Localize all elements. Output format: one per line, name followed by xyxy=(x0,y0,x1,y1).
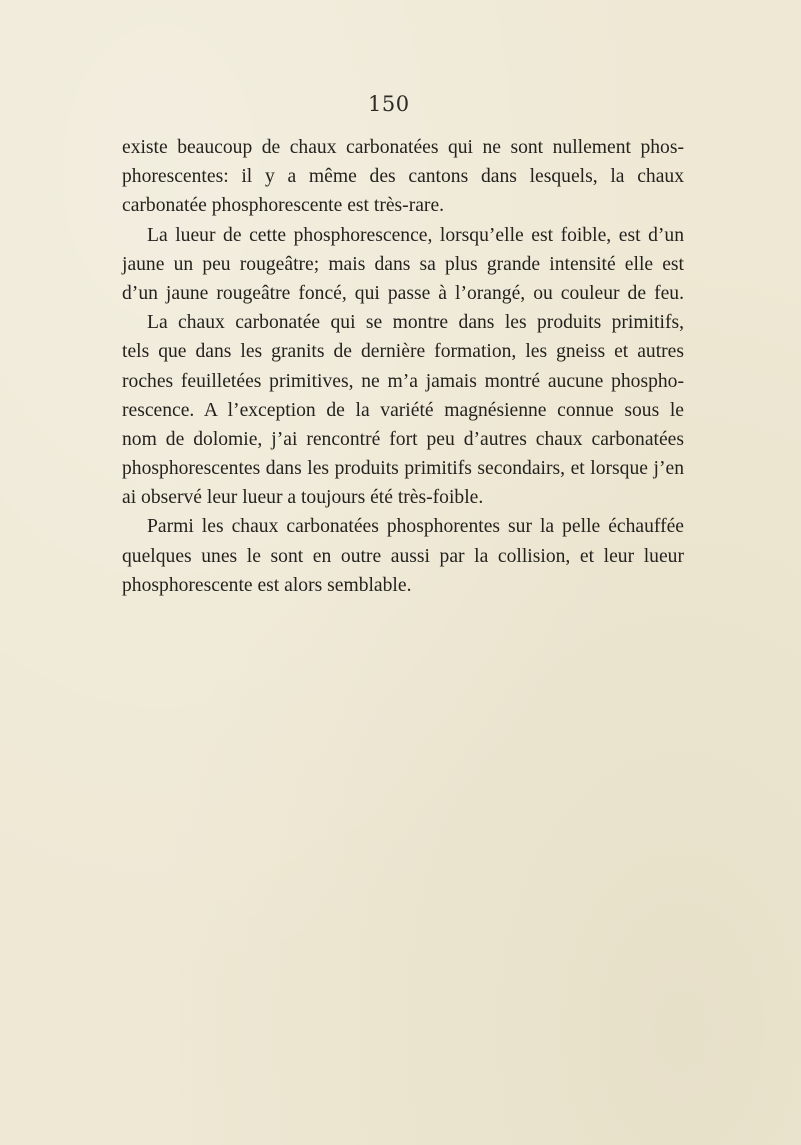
text-line: phosphorescentes dans les produits primitifs secondairs, et lorsque j’en xyxy=(122,458,684,480)
paragraph-2 xyxy=(122,221,684,309)
text-line: roches feuilletées primitives, ne m’a jamais montré aucune phospho- xyxy=(122,370,684,392)
text-line: La lueur de cette phosphorescence, lorsqu’elle est foible, est d’un xyxy=(147,224,684,246)
text-line: carbonatée phosphorescente est très-rare. xyxy=(122,195,445,217)
page-number: 150 xyxy=(368,92,410,116)
text-line: Parmi les chaux carbonatées phosphorentes sur la pelle échauffée xyxy=(147,516,684,538)
paragraph-4 xyxy=(122,512,684,600)
text-line: phosphorescente est alors semblable. xyxy=(122,574,412,596)
text-line: d’un jaune rougeâtre foncé, qui passe à l’orangé, ou couleur de feu. xyxy=(122,282,684,304)
text-line: existe beaucoup de chaux carbonatées qui ne sont nullement phos- xyxy=(122,137,684,158)
text-line: La chaux carbonatée qui se montre dans les produits primitifs, xyxy=(147,312,684,334)
body-text xyxy=(122,133,684,600)
paragraph-1 xyxy=(122,133,684,221)
text-line: jaune un peu rougeâtre; mais dans sa plus grande intensité elle est xyxy=(122,253,684,275)
text-line: ai observé leur lueur a toujours été très-foible. xyxy=(122,487,484,509)
text-line: rescence. A l’exception de la variété magnésienne connue sous le xyxy=(122,399,684,421)
paragraph-3 xyxy=(122,308,684,512)
text-line: tels que dans les granits de dernière formation, les gneiss et autres xyxy=(122,341,684,363)
text-line: nom de dolomie, j’ai rencontré fort peu d’autres chaux carbonatées xyxy=(122,428,684,450)
text-line: quelques unes le sont en outre aussi par la collision, et leur lueur xyxy=(122,545,684,567)
text-line: phorescentes: il y a même des cantons dans lesquels, la chaux xyxy=(122,166,684,188)
